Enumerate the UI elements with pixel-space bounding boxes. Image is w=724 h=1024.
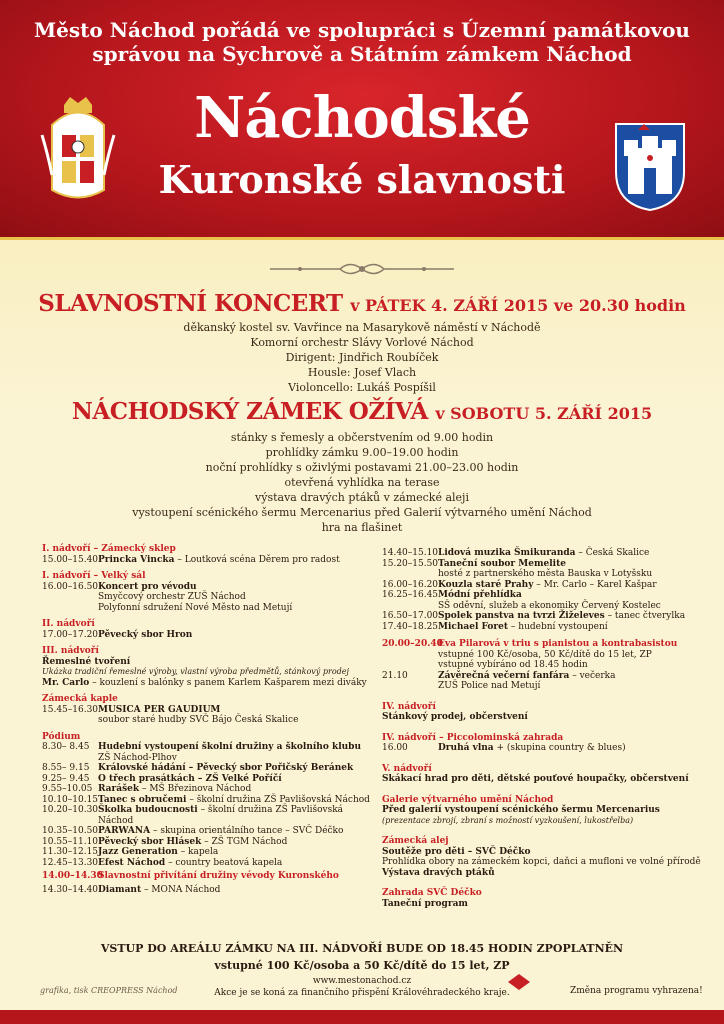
program-item: Mr. Carlo – kouzlení s balónky s panem Karlem Kašparem mezi diváky <box>42 677 367 688</box>
program-note: SŠ oděvní, služeb a ekonomiky Červený Kostelec <box>438 600 661 611</box>
castle-line: vystoupení scénického šermu Mercenarius před Galerií výtvarného umění Náchod <box>132 506 592 519</box>
program-item: Taneční program <box>382 898 468 909</box>
castle-heading <box>0 398 724 425</box>
intro-text <box>0 18 724 66</box>
program-row: 17.00–17.20 Pěvecký sbor Hron <box>42 629 193 640</box>
program-row: 17.40–18.25 Michael Foret – hudební vystoupení <box>382 621 608 632</box>
program-row: 16.50–17.00 Spolek panstva na tvrzi Žiželeves – tanec čtverylka <box>382 611 686 621</box>
section-heading: Galerie výtvarného umění Náchod <box>382 794 554 805</box>
program-item: Výstava dravých ptáků <box>382 867 495 878</box>
program-row: 14.30–14.40 Diamant – MONA Náchod <box>42 884 221 895</box>
main-title: Náchodské <box>194 85 530 151</box>
concert-details <box>0 320 724 395</box>
program-right-column <box>382 548 702 909</box>
section-heading: Pódium <box>42 731 81 742</box>
castle-title: NÁCHODSKÝ ZÁMEK OŽÍVÁ <box>71 398 428 425</box>
header-banner <box>0 0 724 240</box>
concert-date: v PÁTEK 4. ZÁŘÍ 2015 ve 20.30 hodin <box>350 296 686 315</box>
section-heading: I. nádvoří – Velký sál <box>42 571 146 581</box>
kuronsky-coat-of-arms-icon <box>40 95 116 205</box>
program-row: 16.00 Druhá vlna + (skupina country & blues) <box>382 743 626 753</box>
program-row: 10.10–10.15 Tanec s obručemi – školní družina ZŠ Pavlišovská Náchod <box>42 794 370 805</box>
concert-cello: Violoncello: Lukáš Pospíšil <box>288 381 436 394</box>
program-note: Ukázka tradiční řemeslné výroby, vlastní výroba předmětů, stánkový prodej <box>42 667 349 676</box>
program-row: 16.00–16.20 Kouzla staré Prahy – Mr. Carlo – Karel Kašpar <box>382 579 657 590</box>
program-row-highlight: 20.00–20.40 Eva Pilarová v triu s pianistou a kontrabasistou <box>382 639 678 649</box>
program-row: 16.00–16.50 Koncert pro vévodu <box>42 581 197 592</box>
program-row: 16.25–16.45 Módní přehlídka <box>382 590 522 600</box>
section-heading: Zahrada SVČ Déčko <box>382 888 482 898</box>
entry-price: vstupné 100 Kč/osoba a 50 Kč/dítě do 15 let, ZP <box>214 959 510 972</box>
program-left-column <box>42 544 372 895</box>
program-note: vstupné 100 Kč/osoba, 50 Kč/dítě do 15 let, ZP <box>438 649 652 660</box>
entry-notice: VSTUP DO AREÁLU ZÁMKU NA III. NÁDVOŘÍ BUDE OD 18.45 HODIN ZPOPLATNĚN <box>100 942 624 955</box>
program-row: 9.25– 9.45 O třech prasátkách – ZŠ Velké Poříčí <box>42 773 282 784</box>
program-note: ZŠ Náchod-Plhov <box>98 752 177 763</box>
region-logo-icon <box>506 970 532 992</box>
castle-line: stánky s řemesly a občerstvením od 9.00 hodin <box>230 431 494 444</box>
program-note: ZUŠ Police nad Metují <box>438 681 541 691</box>
concert-venue: děkanský kostel sv. Vavřince na Masarykově náměstí v Náchodě <box>183 321 541 334</box>
program-row: 10.35–10.50 PARWANA – skupina orientálního tance – SVČ Déčko <box>42 826 344 836</box>
section-heading: IV. nádvoří <box>382 701 436 712</box>
program-row: 9.55–10.05 Rarášek – MŠ Březinova Náchod <box>42 784 252 794</box>
program-item: Řemeslné tvoření <box>42 656 131 667</box>
program-note: (prezentace zbrojí, zbraní s možností vyzkoušení, lukostřelba) <box>382 815 634 825</box>
section-heading: Zámecká alej <box>382 836 449 846</box>
program-note: Smyčcový orchestr ZUŠ Náchod <box>98 592 246 602</box>
program-row: 15.45–16.30 MUSICA PER GAUDIUM <box>42 704 221 715</box>
castle-line: otevřená vyhlídka na terase <box>284 476 440 489</box>
castle-line: noční prohlídky s oživlými postavami 21.00–23.00 hodin <box>205 461 519 474</box>
program-row: 10.20–10.30 Školka budoucnosti – školní družina ZŠ Pavlišovská Náchod <box>42 805 344 826</box>
castle-line: hra na flašinet <box>321 521 403 534</box>
print-credit: grafika, tisk CREOPRESS Náchod <box>40 986 178 995</box>
website-link[interactable]: www.mestonachod.cz <box>312 976 412 986</box>
program-note: vstupné vybíráno od 18.45 hodin <box>438 660 588 670</box>
castle-details <box>0 430 724 535</box>
support-notice: Akce je se koná za finančního přispění Královéhradeckého kraje. <box>214 988 510 998</box>
intro-line-2: správou na Sychrově a Státním zámkem Náchod <box>92 42 632 66</box>
program-item: Stánkový prodej, občerstvení <box>382 712 528 722</box>
subtitle: Kuronské slavnosti <box>158 157 566 202</box>
bottom-bar <box>0 1010 724 1024</box>
program-row: 8.30– 8.45 Hudební vystoupení školní družiny a školního klubu <box>42 742 361 752</box>
section-heading: III. nádvoří <box>42 646 99 656</box>
nachod-coat-of-arms-icon <box>612 120 688 212</box>
section-heading: I. nádvoří – Zámecký sklep <box>42 544 176 554</box>
concert-orchestra: Komorní orchestr Slávy Vorlové Náchod <box>250 336 474 349</box>
program-note: Polyfonní sdružení Nové Město nad Metují <box>98 602 293 613</box>
section-heading: V. nádvoří <box>382 763 432 774</box>
program-item: Soutěže pro děti – SVČ Déčko <box>382 846 531 857</box>
castle-line: výstava dravých ptáků v zámecké aleji <box>255 491 469 504</box>
intro-line-1: Město Náchod pořádá ve spolupráci s Územní památkovou <box>34 18 690 42</box>
concert-violin: Housle: Josef Vlach <box>307 366 417 379</box>
section-heading: Zámecká kaple <box>42 694 118 704</box>
program-row: 15.00–15.40 Princka Vincka – Loutková scéna Děrem pro radost <box>42 554 340 565</box>
program-row: 14.40–15.10 Lidová muzika Šmikuranda – Česká Skalice <box>382 548 650 558</box>
program-row: 8.55– 9.15 Královské hádání – Pěvecký sbor Pořičský Beránek <box>42 763 354 773</box>
program-item: Skákací hrad pro děti, dětské pouťové houpačky, občerstvení <box>382 774 689 784</box>
castle-line: prohlídky zámku 9.00–19.00 hodin <box>265 446 459 459</box>
section-heading: II. nádvoří <box>42 619 95 629</box>
castle-date: v SOBOTU 5. ZÁŘÍ 2015 <box>435 404 653 423</box>
program-note: Prohlídka obory na zámeckém kopci, daňci a mufloni ve volné přírodě <box>382 857 701 867</box>
program-note: hosté z partnerského města Bauska v Lotyšsku <box>438 569 653 579</box>
program-row: 10.55–11.10 Pěvecký sbor Hlásek – ZŠ TGM Náchod <box>42 836 288 847</box>
program-row: 21.10 Závěrečná večerní fanfára – večerka <box>382 670 616 681</box>
program-row: 15.20–15.50 Taneční soubor Memelite <box>382 558 566 569</box>
program-row-highlight: 14.00–14.30 Slavnostní přivítání družiny vévody Kuronského <box>42 871 339 881</box>
divider-ornament-icon <box>270 258 454 280</box>
program-row: 12.45–13.30 Efest Náchod – country beatová kapela <box>42 857 283 868</box>
concert-title: SLAVNOSTNÍ KONCERT <box>38 290 343 317</box>
change-notice: Změna programu vyhrazena! <box>570 986 703 996</box>
section-heading: IV. nádvoří – Piccolominská zahrada <box>382 732 564 743</box>
concert-conductor: Dirigent: Jindřich Roubíček <box>285 351 439 364</box>
program-note: soubor staré hudby SVČ Bájo Česká Skalice <box>98 715 299 725</box>
program-row: 11.30–12.15 Jazz Generation – kapela <box>42 847 219 857</box>
concert-heading <box>0 290 724 317</box>
program-item: Před galerií vystoupení scénického šermu Mercenarius <box>382 805 660 815</box>
